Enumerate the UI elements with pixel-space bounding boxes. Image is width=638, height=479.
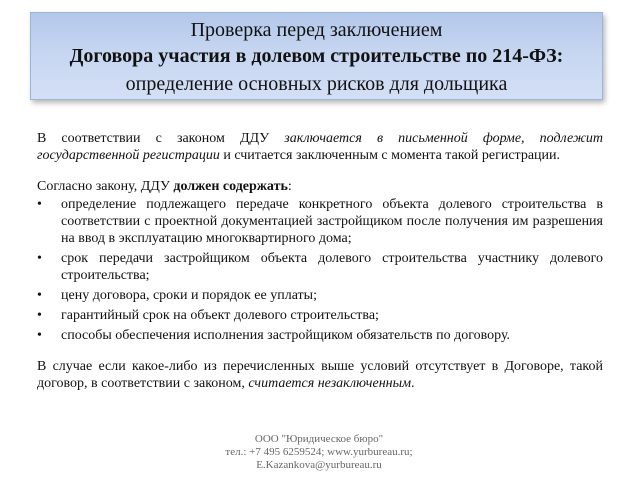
list-item: [37, 250, 603, 284]
list-item-text: определение подлежащего передаче конкретного объекта долевого строительства в соответствии с проектной документацией застройщиком после получения им разрешения на ввод в эксплуатацию многоквартирного дома;: [61, 197, 603, 246]
title-line-2-bold: Договора участия в долевом строительстве по 214-ФЗ: [69, 45, 557, 67]
list-item: [37, 327, 603, 344]
list-item-text: цену договора, сроки и порядок ее уплаты;: [61, 288, 317, 303]
title-line-2-tail: :: [556, 45, 564, 67]
bullet-icon: •: [37, 308, 42, 323]
footer-phone-website: тел.: +7 495 6259524; www.yurbureau.ru;: [225, 446, 413, 458]
intro-text-3: и считается заключенным с момента такой регистрации.: [219, 148, 561, 163]
closing-text-3: .: [411, 376, 415, 391]
lead-text-bold: должен содержать: [173, 179, 288, 194]
contact-footer: [0, 433, 638, 472]
bullet-icon: •: [37, 251, 42, 266]
closing-text-1: В случае если какое-либо из перечисленных выше условий отсутствует в Договоре, такой договор, в соответствии с законом,: [37, 359, 603, 391]
title-line-2: [21, 43, 612, 69]
list-item-text: гарантийный срок на объект долевого строительства;: [61, 308, 379, 323]
title-line-3: определение основных рисков для дольщика: [125, 73, 508, 95]
footer-email: E.Kazankova@yurbureau.ru: [256, 459, 382, 471]
title-line-1: Проверка перед заключением: [190, 19, 443, 41]
slide-title-box: [30, 12, 603, 100]
slide-body: [37, 130, 603, 392]
intro-text-1: В соответствии с законом ДДУ: [37, 131, 285, 146]
closing-text-italic: считается незаключенным: [248, 376, 411, 391]
intro-paragraph: [37, 130, 603, 164]
requirements-lead: [37, 178, 603, 195]
list-item-text: способы обеспечения исполнения застройщиком обязательств по договору.: [61, 328, 511, 343]
list-item: [37, 196, 603, 247]
bullet-icon: •: [37, 197, 42, 212]
bullet-icon: •: [37, 328, 42, 343]
lead-text-1: Согласно закону, ДДУ: [37, 179, 174, 194]
list-item: [37, 287, 603, 304]
closing-paragraph: [37, 358, 603, 392]
list-item: [37, 307, 603, 324]
bullet-icon: •: [37, 288, 42, 303]
intro-text-italic: заключается в письменной форме, подлежит государственной регистрации: [37, 131, 603, 163]
requirements-list: [37, 196, 603, 344]
footer-company: ООО "Юридическое бюро": [254, 433, 384, 445]
lead-text-3: :: [287, 179, 292, 194]
list-item-text: срок передачи застройщиком объекта долевого строительства участнику долевого строительства;: [61, 251, 603, 283]
